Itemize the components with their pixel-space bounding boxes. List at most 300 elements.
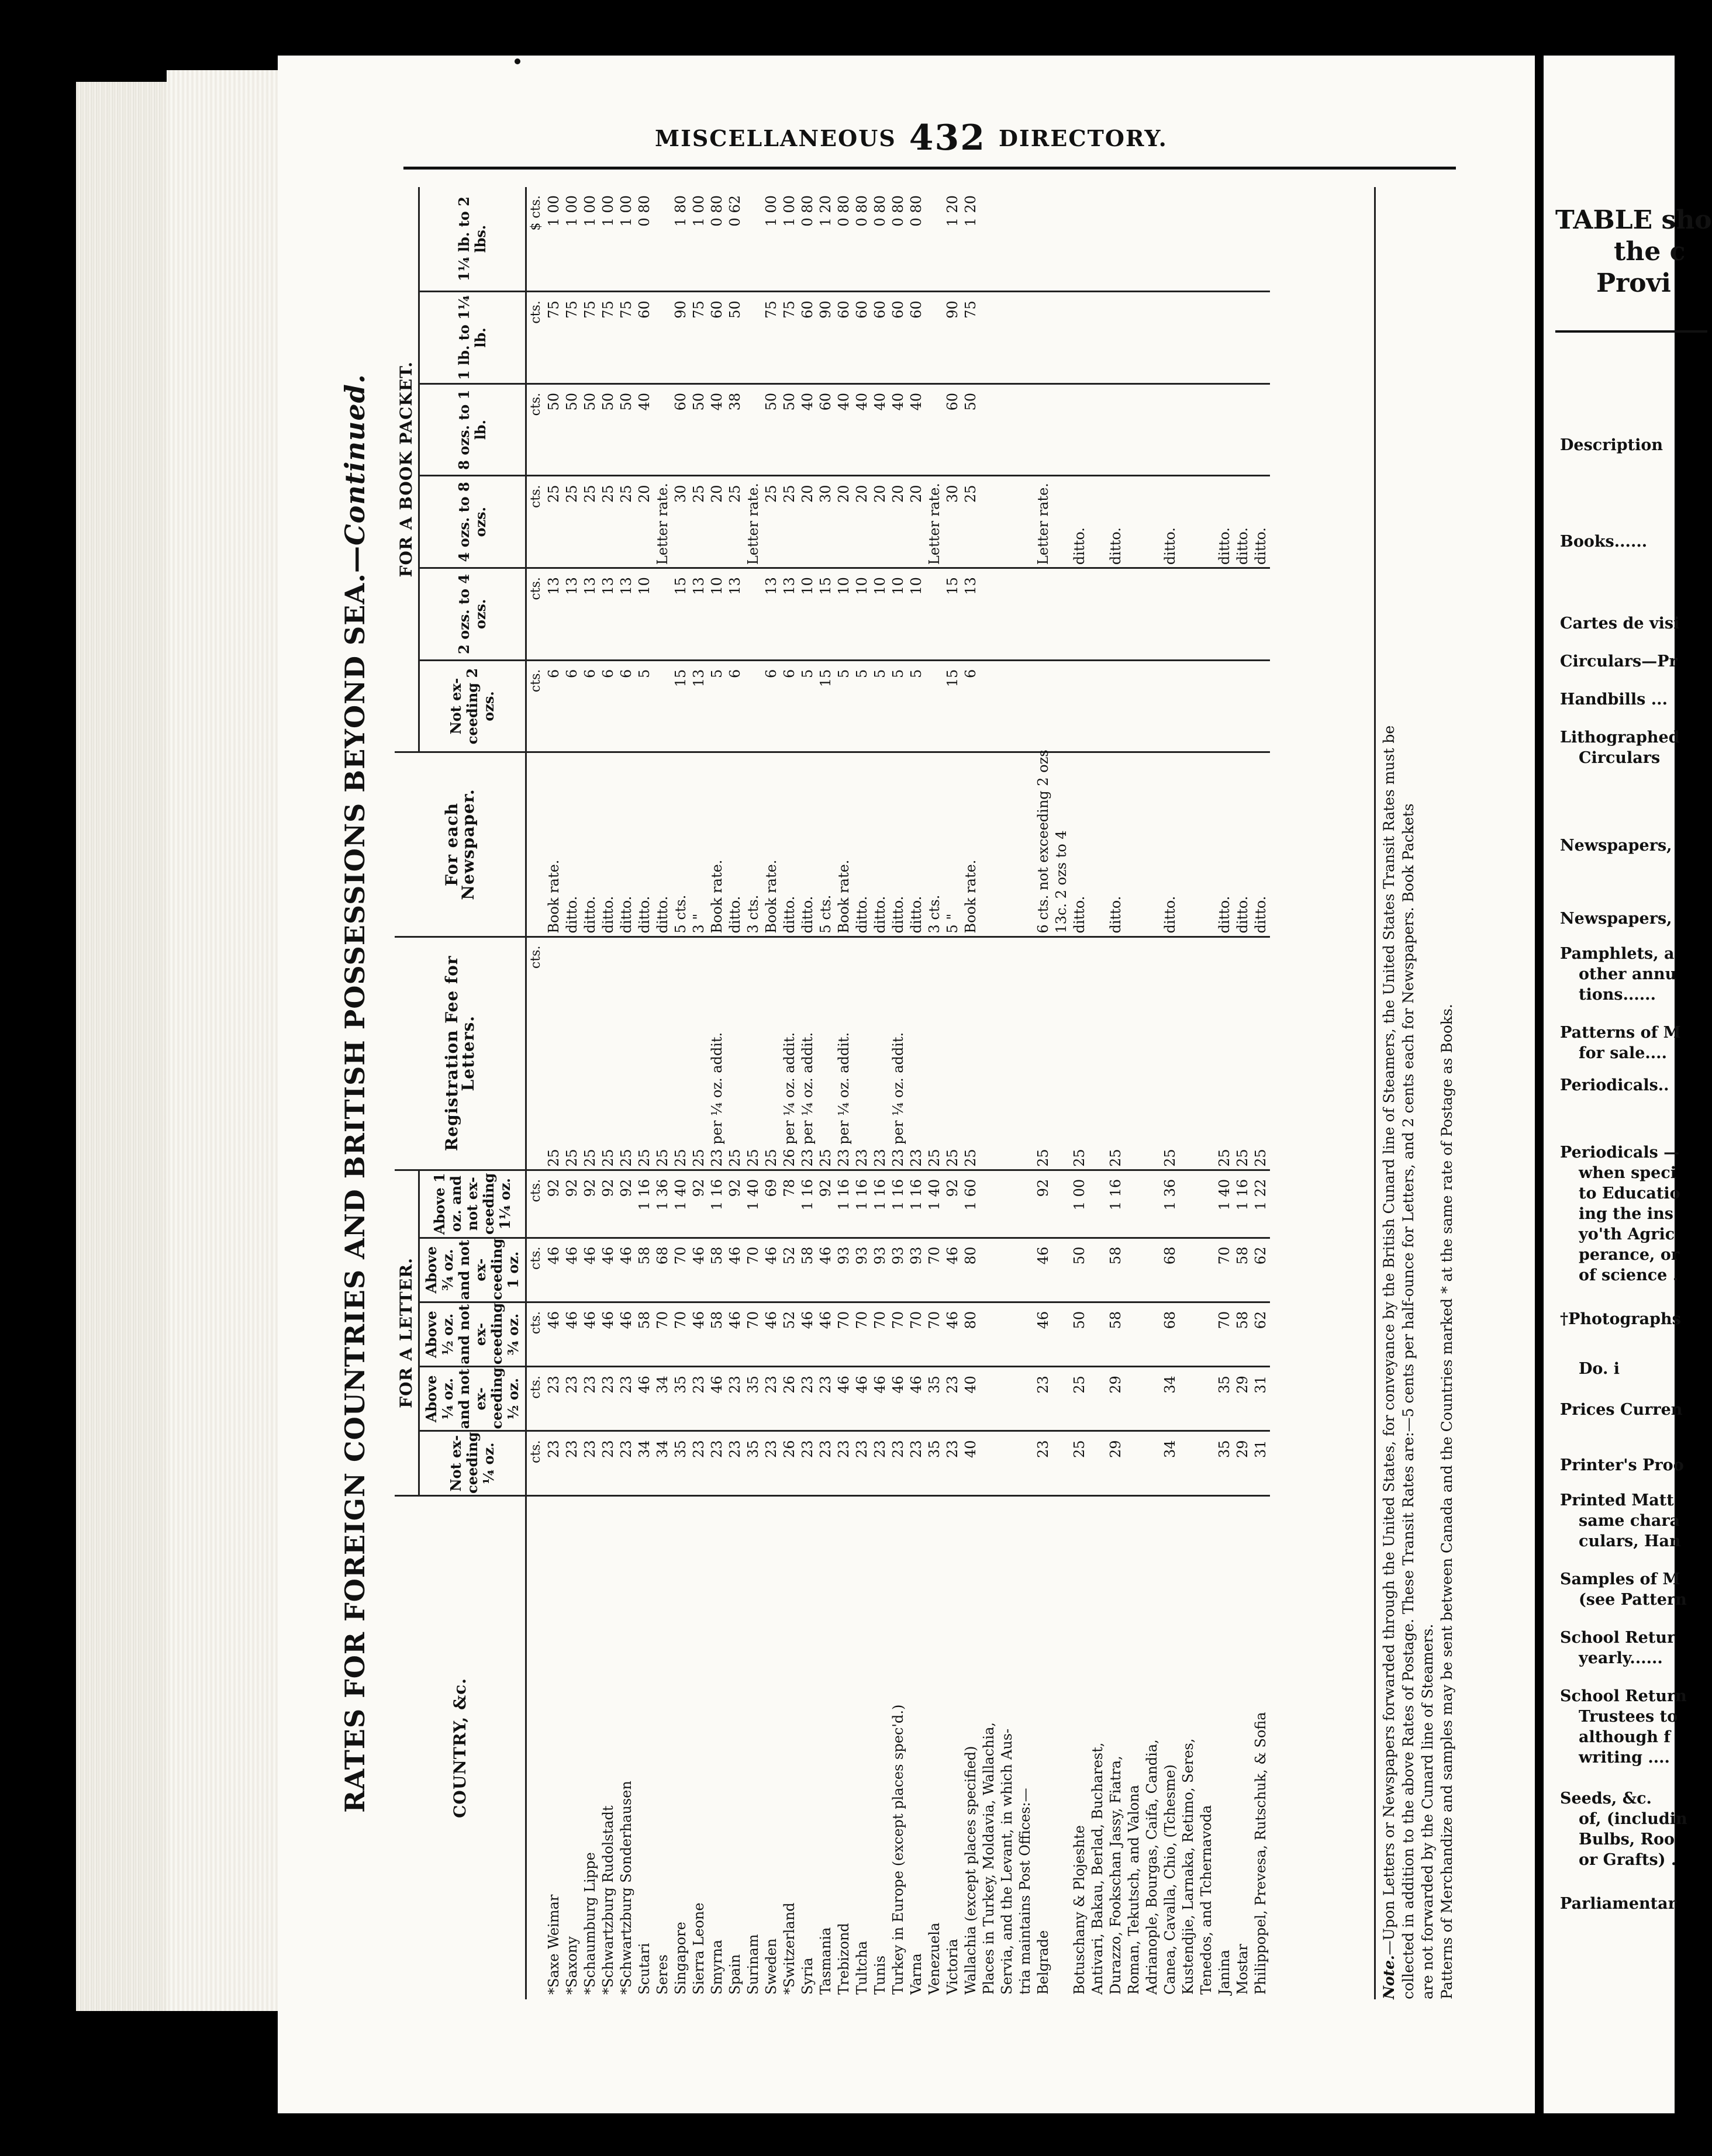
rate-cell-b6: 1 00	[762, 187, 781, 292]
rate-cell-l3: 46	[817, 1302, 835, 1366]
rate-cell-l1: 35	[1216, 1431, 1234, 1495]
table-title	[339, 187, 386, 1999]
next-page-item: School Return	[1560, 1687, 1687, 1705]
rate-cell-reg: 25	[672, 937, 690, 1170]
rate-cell-b2: 10	[871, 568, 889, 661]
rate-cell-b2: 13	[563, 568, 581, 661]
rate-cell-b6: 0 80	[799, 187, 817, 292]
rate-cell-b5	[1089, 292, 1107, 384]
rate-cell-b2: 10	[636, 568, 654, 661]
rate-cell-b5: 60	[708, 292, 726, 384]
rate-cell-l4	[980, 1238, 998, 1302]
rate-cell-b3	[1089, 476, 1107, 568]
rate-cell-news: 3 "	[690, 752, 708, 937]
rate-cell-news: ditto.	[781, 752, 799, 937]
rate-cell-b4: 50	[563, 383, 581, 476]
rate-cell-l1: 23	[1034, 1431, 1052, 1495]
rate-cell-b4	[1252, 383, 1270, 476]
rate-cell-reg: 25	[1161, 937, 1179, 1170]
rate-cell-l4: 58	[799, 1238, 817, 1302]
rate-cell-l2	[998, 1367, 1016, 1431]
rate-cell-l1: 23	[944, 1431, 962, 1495]
country-cell: Mostar	[1234, 1944, 1251, 1995]
note-line-4: Patterns of Merchandize and samples may be sent between Canada and the Countries marked * at the same rate of Postage as Books.	[1438, 1004, 1455, 1999]
rate-cell-b3: Letter rate.	[1034, 476, 1052, 568]
rate-cell-reg: 23	[871, 937, 889, 1170]
rate-cell-b2: 13	[617, 568, 636, 661]
rate-cell-b5: 60	[889, 292, 907, 384]
rate-cell-l5: 92	[599, 1170, 617, 1238]
rate-cell-b5: 60	[799, 292, 817, 384]
unit-cell: cts.	[526, 292, 546, 384]
rate-cell-b1	[1034, 660, 1052, 752]
rate-cell-reg: 25	[726, 937, 744, 1170]
rate-cell-l2: 29	[1107, 1367, 1125, 1431]
rate-cell-l1: 31	[1252, 1431, 1270, 1495]
table-row	[1197, 187, 1216, 1999]
rate-cell-l2: 40	[962, 1367, 980, 1431]
rate-cell-l1: 23	[690, 1431, 708, 1495]
rate-cell-l2: 46	[835, 1367, 853, 1431]
rate-cell-l3: 70	[654, 1302, 672, 1366]
rate-cell-l4: 46	[1034, 1238, 1052, 1302]
rate-cell-l2: 23	[944, 1367, 962, 1431]
next-page-item: School Retur	[1560, 1629, 1676, 1647]
country-cell	[1052, 1495, 1071, 1999]
rate-cell-l1: 35	[744, 1431, 762, 1495]
rate-cell-l3	[1143, 1302, 1161, 1366]
rate-cell-b2: 10	[708, 568, 726, 661]
rate-cell-b1: 15	[817, 660, 835, 752]
rate-cell-l4: 93	[907, 1238, 926, 1302]
rate-cell-b1: 5	[799, 660, 817, 752]
rate-cell-l5	[1052, 1170, 1071, 1238]
rate-cell-l4: 70	[926, 1238, 944, 1302]
rate-cell-b4: 40	[889, 383, 907, 476]
rate-cell-l4	[1089, 1238, 1107, 1302]
rate-cell-b3: 20	[708, 476, 726, 568]
table-row	[944, 187, 962, 1999]
rate-cell-l1	[1125, 1431, 1143, 1495]
running-head-right: DIRECTORY.	[999, 125, 1168, 151]
next-page-item: Seeds, &c.	[1560, 1789, 1652, 1808]
rate-cell-b3: 20	[871, 476, 889, 568]
unit-cell: cts.	[526, 937, 546, 1170]
rate-cell-l3: 70	[871, 1302, 889, 1366]
rate-cell-l1	[1016, 1431, 1034, 1495]
rate-cell-b3: 25	[581, 476, 599, 568]
rate-cell-l3: 46	[726, 1302, 744, 1366]
rate-cell-l1: 23	[835, 1431, 853, 1495]
rate-cell-l1	[1197, 1431, 1216, 1495]
rate-cell-l1: 34	[1161, 1431, 1179, 1495]
rate-cell-l4: 46	[817, 1238, 835, 1302]
rate-cell-l5: 1 00	[1071, 1170, 1089, 1238]
unit-cell: cts.	[526, 1431, 546, 1495]
rate-cell-l4: 46	[563, 1238, 581, 1302]
rate-cell-b3	[1125, 476, 1143, 568]
rate-cell-b5: 90	[672, 292, 690, 384]
rate-cell-b2: 10	[889, 568, 907, 661]
rate-cell-b1	[926, 660, 944, 752]
next-page-item: writing ....	[1579, 1749, 1670, 1767]
rate-cell-b1: 6	[563, 660, 581, 752]
rate-cell-b2: 13	[726, 568, 744, 661]
rate-cell-l2: 23	[1034, 1367, 1052, 1431]
rate-cell-b4: 40	[907, 383, 926, 476]
rate-cell-l1: 23	[853, 1431, 871, 1495]
rate-cell-news: ditto.	[1252, 752, 1270, 937]
rate-cell-l4	[998, 1238, 1016, 1302]
rate-cell-b3: ditto.	[1252, 476, 1270, 568]
rate-cell-l4: 52	[781, 1238, 799, 1302]
rate-cell-l2	[1143, 1367, 1161, 1431]
rate-cell-l4: 93	[853, 1238, 871, 1302]
country-cell: Singapore	[672, 1922, 689, 1995]
rate-cell-b4: 60	[944, 383, 962, 476]
rate-cell-l1: 23	[907, 1431, 926, 1495]
rate-cell-b1	[1052, 660, 1071, 752]
next-page-item: Periodicals —	[1560, 1143, 1680, 1162]
table-row	[654, 187, 672, 1999]
rate-cell-l3: 70	[835, 1302, 853, 1366]
rate-cell-l5: 1 40	[926, 1170, 944, 1238]
country-cell: *Switzerland	[781, 1902, 798, 1995]
rate-cell-b2: 13	[581, 568, 599, 661]
rate-cell-l1: 23	[762, 1431, 781, 1495]
rate-cell-news: ditto.	[1161, 752, 1179, 937]
rate-cell-b1	[1107, 660, 1125, 752]
rate-cell-l4	[1125, 1238, 1143, 1302]
rate-cell-news: ditto.	[581, 752, 599, 937]
next-page-item: Newspapers,	[1560, 837, 1672, 855]
table-row	[980, 187, 998, 1999]
rate-cell-b6: 0 80	[636, 187, 654, 292]
rate-cell-b5: 60	[907, 292, 926, 384]
table-row	[1107, 187, 1125, 1999]
rate-cell-b4: 40	[853, 383, 871, 476]
table-row	[690, 187, 708, 1999]
rate-cell-l1: 25	[1071, 1431, 1089, 1495]
table-row	[708, 187, 726, 1999]
table-row	[1234, 187, 1252, 1999]
rate-cell-l3	[1125, 1302, 1143, 1366]
rate-cell-b2	[998, 568, 1016, 661]
table-row	[907, 187, 926, 1999]
rate-cell-b5	[1161, 292, 1179, 384]
rate-cell-reg: 25	[1107, 937, 1125, 1170]
rates-table-body	[526, 187, 1271, 1999]
rate-cell-news: ditto.	[871, 752, 889, 937]
rate-cell-l2	[1125, 1367, 1143, 1431]
rate-cell-l4: 58	[636, 1238, 654, 1302]
rate-cell-l3: 46	[944, 1302, 962, 1366]
rate-cell-b4	[1216, 383, 1234, 476]
rate-cell-b4	[980, 383, 998, 476]
rate-cell-l4: 93	[871, 1238, 889, 1302]
next-page-item: culars, Han	[1579, 1532, 1681, 1550]
rate-cell-b6: 1 20	[962, 187, 980, 292]
rate-cell-b2	[1161, 568, 1179, 661]
rate-cell-b3: 25	[762, 476, 781, 568]
rate-cell-l3	[1197, 1302, 1216, 1366]
rate-cell-l1: 34	[654, 1431, 672, 1495]
rate-cell-b5: 75	[762, 292, 781, 384]
rate-cell-b2	[1052, 568, 1071, 661]
rate-cell-l4: 68	[654, 1238, 672, 1302]
rate-cell-b4	[998, 383, 1016, 476]
rate-cell-b6	[1107, 187, 1125, 292]
rate-cell-b3	[1143, 476, 1161, 568]
col-letter-3: Above ½ oz. and not ex-ceeding ¾ oz.	[419, 1302, 526, 1366]
rate-cell-l3: 46	[599, 1302, 617, 1366]
rate-cell-b4: 50	[617, 383, 636, 476]
table-row	[799, 187, 817, 1999]
rate-cell-l3: 46	[690, 1302, 708, 1366]
table-row	[835, 187, 853, 1999]
rate-cell-b5	[1179, 292, 1197, 384]
rate-cell-news: 3 cts.	[744, 752, 762, 937]
country-cell: Adrianople, Bourgas, Caifa, Candia,	[1144, 1739, 1160, 1995]
rate-cell-b6: 1 00	[599, 187, 617, 292]
country-cell: Victoria	[944, 1939, 961, 1995]
next-page-item: of, (includin	[1579, 1810, 1687, 1828]
table-row	[617, 187, 636, 1999]
rate-cell-b6: 1 80	[672, 187, 690, 292]
rate-cell-b6: 1 00	[617, 187, 636, 292]
next-page-title: TABLE sho the c Provi	[1555, 205, 1712, 298]
col-book-4: 8 ozs. to 1 lb.	[419, 383, 526, 476]
rate-cell-b5: 60	[871, 292, 889, 384]
rate-cell-b2	[926, 568, 944, 661]
rate-cell-b3: 25	[781, 476, 799, 568]
rate-cell-news: ditto.	[1216, 752, 1234, 937]
rate-cell-news: ditto.	[617, 752, 636, 937]
rate-cell-b1: 15	[672, 660, 690, 752]
rate-cell-b1	[1179, 660, 1197, 752]
rate-cell-b6	[980, 187, 998, 292]
rate-cell-l3	[980, 1302, 998, 1366]
rate-cell-l3: 46	[617, 1302, 636, 1366]
col-country: COUNTRY, &c.	[395, 1495, 526, 1999]
country-cell: *Schaumburg Lippe	[582, 1852, 598, 1995]
rate-cell-l2	[1016, 1367, 1034, 1431]
rate-cell-b5: 75	[781, 292, 799, 384]
rate-cell-b3: Letter rate.	[926, 476, 944, 568]
rate-cell-b6	[1052, 187, 1071, 292]
rate-cell-b5: 50	[726, 292, 744, 384]
rate-cell-l3: 62	[1252, 1302, 1270, 1366]
rate-cell-b3: 25	[563, 476, 581, 568]
rate-cell-l3: 68	[1161, 1302, 1179, 1366]
rate-cell-b5	[1071, 292, 1089, 384]
rate-cell-news: 6 cts. not exceeding 2 ozs	[1034, 752, 1052, 937]
rate-cell-news	[980, 752, 998, 937]
rate-cell-reg: 25	[690, 937, 708, 1170]
table-row	[744, 187, 762, 1999]
note-line-1: Note.—Upon Letters or Newspapers forwarded through the United States, for conveyance by the British Cunard line of Steamers, the United States Transit Rates must be	[1380, 725, 1397, 1999]
rate-cell-b3: 25	[599, 476, 617, 568]
rate-cell-l2	[1089, 1367, 1107, 1431]
rate-cell-news: Book rate.	[835, 752, 853, 937]
rate-cell-news	[1179, 752, 1197, 937]
rate-cell-b4: 50	[781, 383, 799, 476]
rate-cell-l4: 70	[672, 1238, 690, 1302]
rate-cell-b3: 20	[799, 476, 817, 568]
table-row	[726, 187, 744, 1999]
rate-cell-reg	[1143, 937, 1161, 1170]
rate-cell-l5: 92	[545, 1170, 563, 1238]
rate-cell-l5: 92	[726, 1170, 744, 1238]
rate-cell-b1	[1161, 660, 1179, 752]
rate-cell-b6: 0 80	[835, 187, 853, 292]
col-newspaper: For each Newspaper.	[395, 752, 526, 937]
ink-dot	[515, 58, 520, 64]
table-row	[762, 187, 781, 1999]
table-footnote	[1374, 187, 1456, 1999]
rate-cell-l1	[1052, 1431, 1071, 1495]
rate-cell-b1: 6	[781, 660, 799, 752]
rate-cell-b4	[1197, 383, 1216, 476]
table-row	[926, 187, 944, 1999]
rate-cell-b5: 75	[962, 292, 980, 384]
rate-cell-news: 3 cts.	[926, 752, 944, 937]
next-page-item: or Grafts) .	[1579, 1851, 1677, 1869]
rate-cell-b3: 30	[944, 476, 962, 568]
next-page-item: Pamphlets, a	[1560, 945, 1675, 963]
rate-cell-b2	[654, 568, 672, 661]
rate-cell-l2	[1197, 1367, 1216, 1431]
rate-cell-l1: 23	[817, 1431, 835, 1495]
rate-cell-b4	[1179, 383, 1197, 476]
rate-cell-b1	[1071, 660, 1089, 752]
rate-cell-b4	[1161, 383, 1179, 476]
next-page-item: Samples of M	[1560, 1570, 1680, 1588]
rate-cell-reg: 25	[1034, 937, 1052, 1170]
rate-cell-b2: 13	[962, 568, 980, 661]
rate-cell-l5: 1 60	[962, 1170, 980, 1238]
rate-cell-b3	[1052, 476, 1071, 568]
rate-cell-l1: 40	[962, 1431, 980, 1495]
rate-cell-b3: 20	[889, 476, 907, 568]
rate-cell-l4	[1016, 1238, 1034, 1302]
rate-cell-l5	[1197, 1170, 1216, 1238]
page-number: 432	[909, 118, 986, 158]
rate-cell-l3: 46	[799, 1302, 817, 1366]
country-cell: Botuschany & Plojeshte	[1071, 1825, 1088, 1995]
rate-cell-l3: 70	[744, 1302, 762, 1366]
rate-cell-b5	[1252, 292, 1270, 384]
next-page-item: Description	[1560, 436, 1663, 454]
rate-cell-l1: 23	[599, 1431, 617, 1495]
rate-cell-b5: 60	[636, 292, 654, 384]
country-cell: Tenedos, and Tchernavoda	[1198, 1805, 1214, 1995]
rate-cell-b5	[1052, 292, 1071, 384]
rate-cell-news: ditto.	[599, 752, 617, 937]
rate-cell-b5	[1197, 292, 1216, 384]
rate-cell-l3: 58	[1234, 1302, 1252, 1366]
rate-cell-l4	[1143, 1238, 1161, 1302]
country-cell: Canea, Cavalla, Chio, (Tchesme)	[1162, 1764, 1178, 1995]
rate-cell-b3: 20	[853, 476, 871, 568]
rate-cell-reg: 25	[1234, 937, 1252, 1170]
rate-cell-l5: 1 16	[835, 1170, 853, 1238]
rate-cell-b6	[1252, 187, 1270, 292]
country-cell: Kustendjie, Larnaka, Retimo, Seres,	[1180, 1738, 1196, 1995]
rate-cell-l2: 23	[581, 1367, 599, 1431]
rate-cell-b5: 60	[853, 292, 871, 384]
rate-cell-b1: 6	[581, 660, 599, 752]
rate-cell-b6: 1 20	[817, 187, 835, 292]
country-cell: Tultcha	[854, 1941, 870, 1995]
rate-cell-news: Book rate.	[708, 752, 726, 937]
rate-cell-b1: 6	[726, 660, 744, 752]
rate-cell-b3: 25	[690, 476, 708, 568]
rate-cell-l1: 23	[617, 1431, 636, 1495]
rate-cell-b6: 1 00	[563, 187, 581, 292]
rate-cell-b4: 50	[690, 383, 708, 476]
rate-cell-news: 5 cts.	[817, 752, 835, 937]
rate-cell-b2: 13	[781, 568, 799, 661]
unit-cell: cts.	[526, 1302, 546, 1366]
rate-cell-reg	[1197, 937, 1216, 1170]
rate-cell-l1: 29	[1107, 1431, 1125, 1495]
rate-cell-b6	[1197, 187, 1216, 292]
rate-cell-l3: 58	[708, 1302, 726, 1366]
country-cell: Philippopel, Prevesa, Rutschuk, & Sofia	[1252, 1712, 1269, 1995]
next-page-item: Newspapers,	[1560, 910, 1672, 928]
rate-cell-b3: 20	[636, 476, 654, 568]
table-row	[1089, 187, 1107, 1999]
country-cell: *Schwartzburg Rudolstadt	[600, 1805, 616, 1995]
rate-cell-l1	[980, 1431, 998, 1495]
rate-cell-news: ditto.	[726, 752, 744, 937]
rate-cell-l4: 70	[744, 1238, 762, 1302]
rate-cell-b6	[1179, 187, 1197, 292]
rate-cell-b5	[926, 292, 944, 384]
rate-cell-b6: 0 80	[708, 187, 726, 292]
rate-cell-l5	[1143, 1170, 1161, 1238]
rate-cell-reg	[1089, 937, 1107, 1170]
rate-cell-l1: 23	[889, 1431, 907, 1495]
rate-cell-b5	[654, 292, 672, 384]
col-book-6: 1¼ lb. to 2 lbs.	[419, 187, 526, 292]
rate-cell-l4: 70	[1216, 1238, 1234, 1302]
rate-cell-news: 5 cts.	[672, 752, 690, 937]
rate-cell-b2	[1071, 568, 1089, 661]
col-book-1: Not ex-ceeding 2 ozs.	[419, 660, 526, 752]
country-cell: tria maintains Post Offices:—	[1017, 1788, 1033, 1995]
rate-cell-b5: 75	[690, 292, 708, 384]
rate-cell-l3: 80	[962, 1302, 980, 1366]
rate-cell-l5: 1 36	[1161, 1170, 1179, 1238]
rate-cell-l3: 70	[926, 1302, 944, 1366]
rate-cell-l5: 1 22	[1252, 1170, 1270, 1238]
country-cell: Smyrna	[709, 1940, 725, 1995]
rate-cell-news	[1125, 752, 1143, 937]
rate-cell-l4: 46	[690, 1238, 708, 1302]
rate-cell-news: Book rate.	[962, 752, 980, 937]
rate-cell-l4: 58	[1234, 1238, 1252, 1302]
rate-cell-b5: 75	[581, 292, 599, 384]
rate-cell-b4: 60	[672, 383, 690, 476]
rate-cell-b3	[980, 476, 998, 568]
rate-cell-l2: 46	[907, 1367, 926, 1431]
next-page-item: Patterns of M	[1560, 1024, 1681, 1042]
rate-cell-reg	[1125, 937, 1143, 1170]
rate-cell-b1	[1089, 660, 1107, 752]
rate-cell-l4: 46	[599, 1238, 617, 1302]
